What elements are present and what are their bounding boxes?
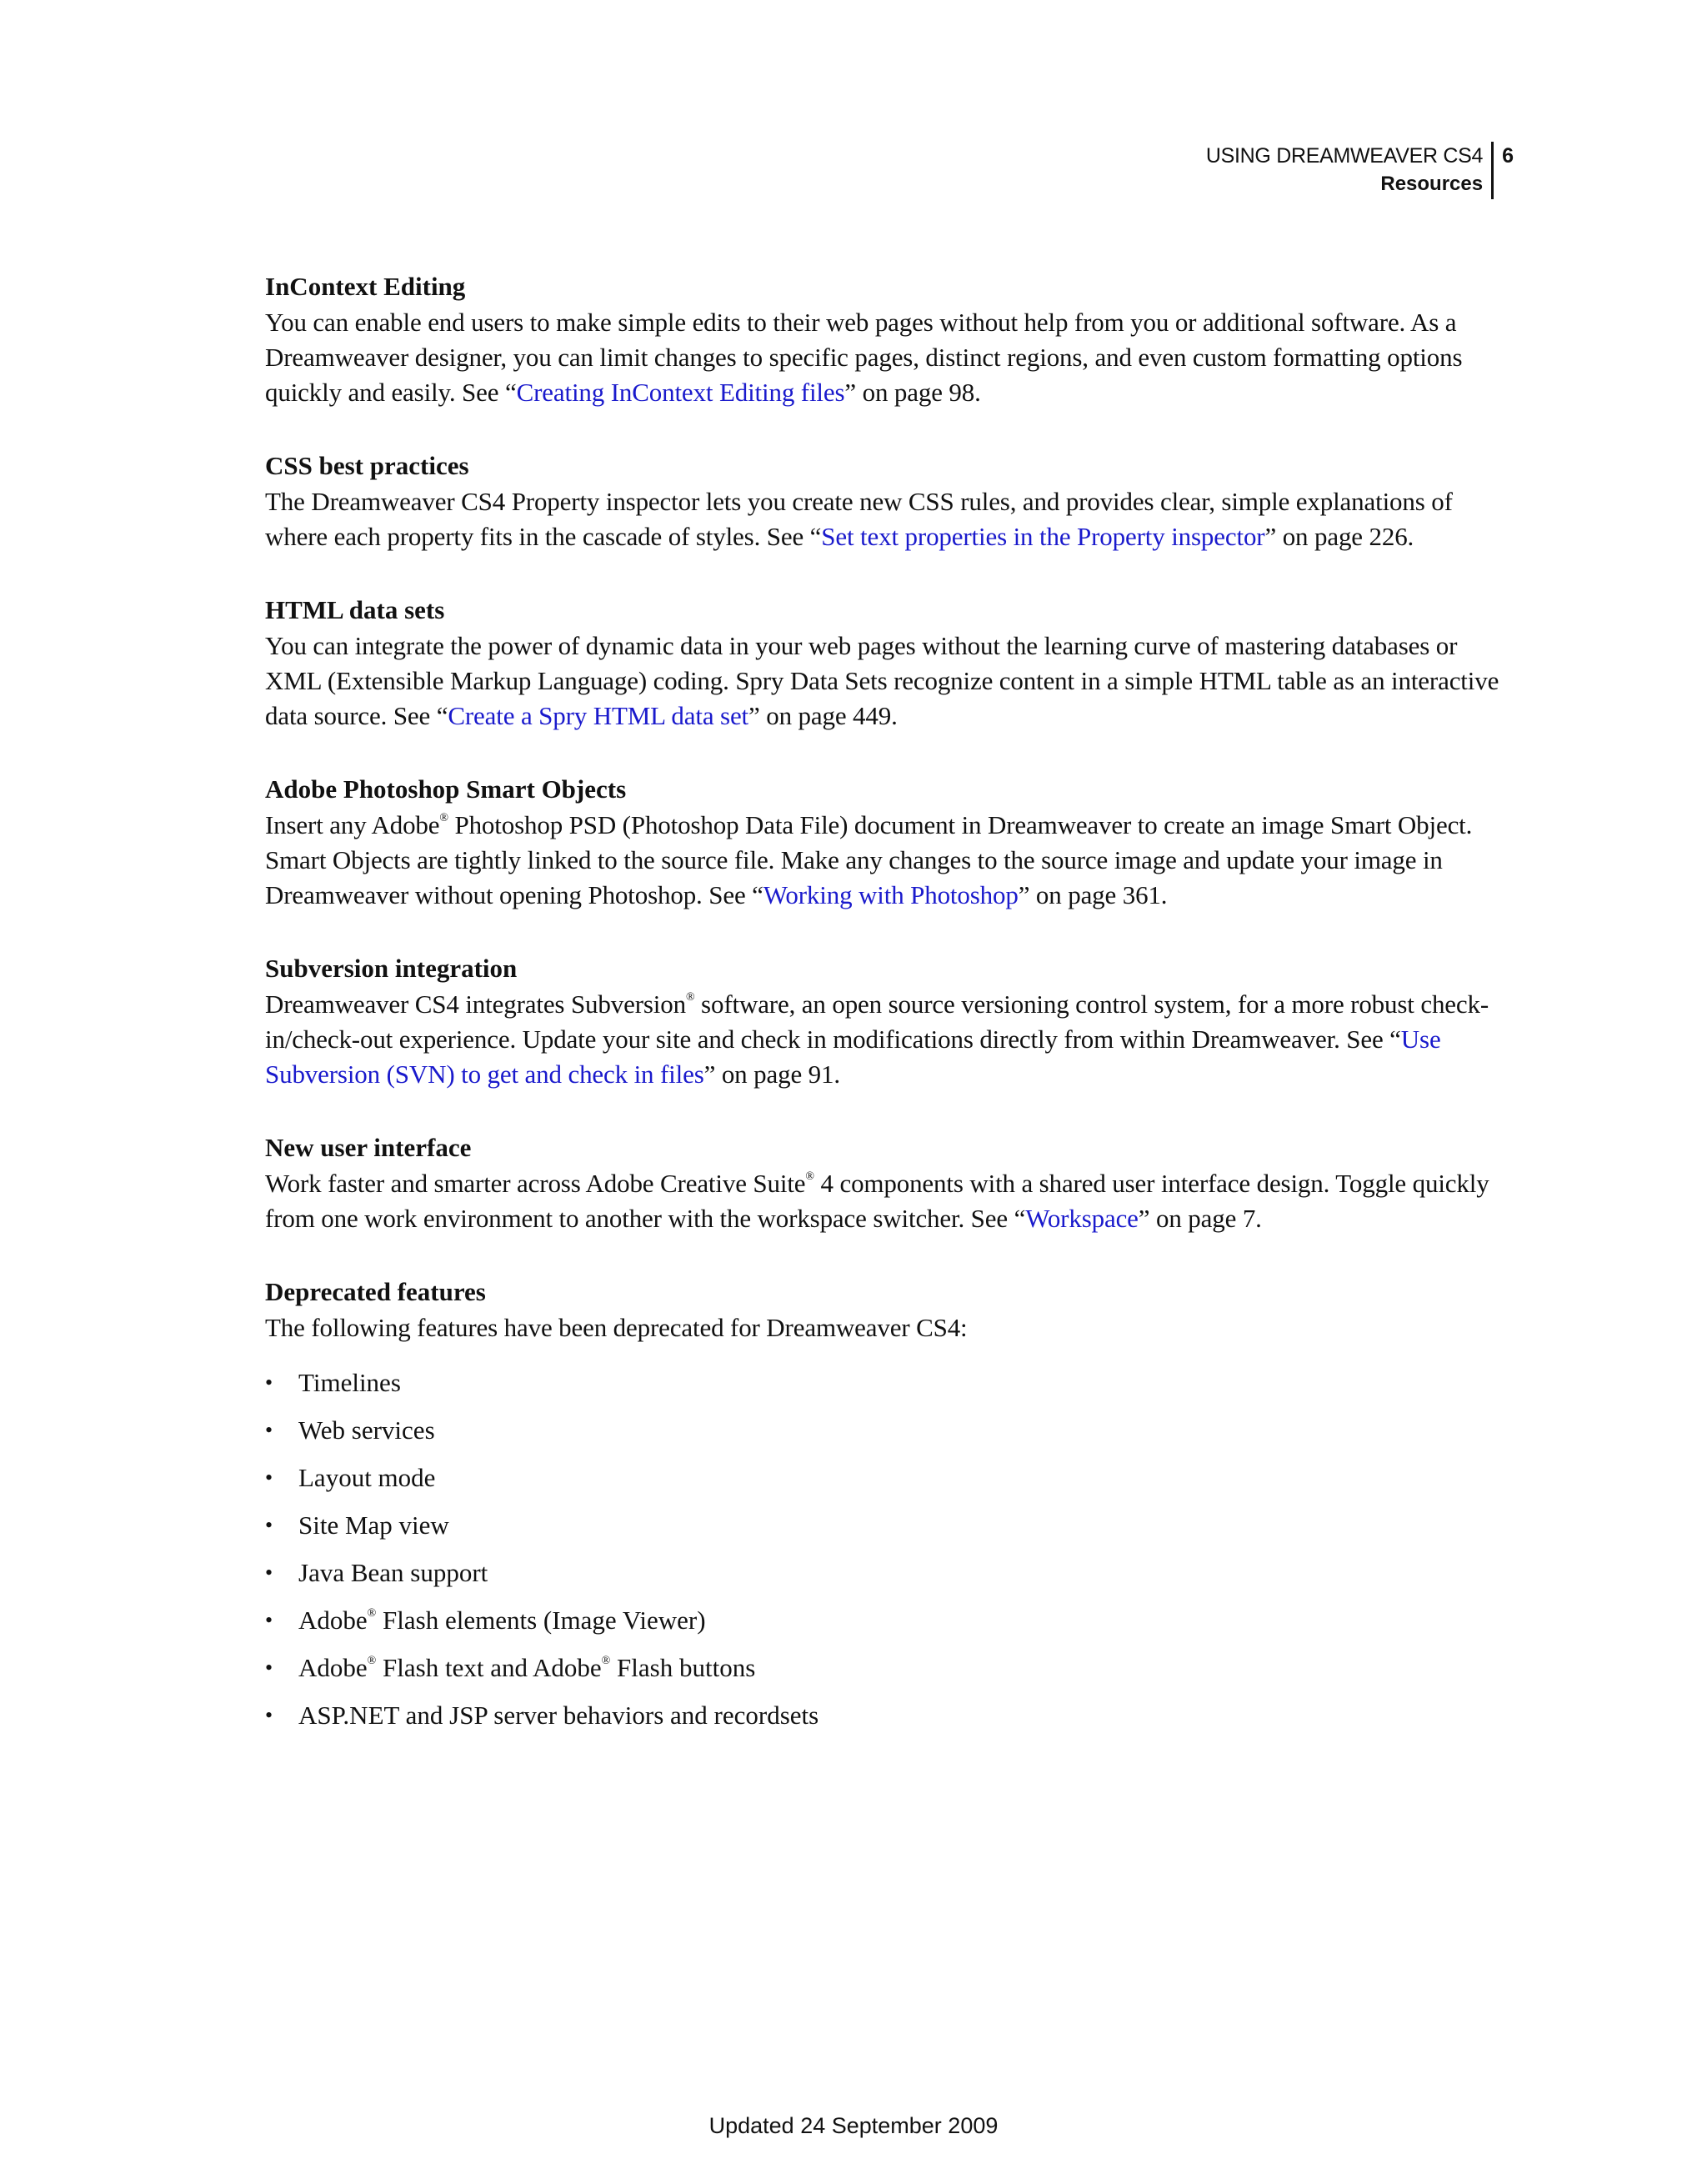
list-item bbox=[265, 1691, 1507, 1739]
section-body bbox=[265, 305, 1507, 410]
cross-reference-link[interactable]: Create a Spry HTML data set bbox=[448, 701, 749, 730]
registered-mark: ® bbox=[439, 812, 448, 824]
book-title: USING DREAMWEAVER CS4 bbox=[1205, 144, 1484, 168]
page-number: 6 bbox=[1502, 144, 1514, 168]
list-item-text: Flash text and Adobe bbox=[383, 1653, 602, 1682]
list-item-text: Web services bbox=[298, 1415, 435, 1445]
section-heading: Subversion integration bbox=[265, 954, 518, 983]
page-reference: ” on page 91. bbox=[703, 1059, 840, 1089]
list-item bbox=[265, 1359, 1507, 1406]
list-item-text: Layout mode bbox=[298, 1463, 436, 1492]
section-heading: Adobe Photoshop Smart Objects bbox=[265, 774, 627, 804]
body-text: Work faster and smarter across Adobe Creative Suite bbox=[265, 1169, 806, 1198]
body-text: Dreamweaver CS4 integrates Subversion bbox=[265, 989, 686, 1019]
page-reference: ” on page 7. bbox=[1138, 1204, 1262, 1233]
section-heading: Deprecated features bbox=[265, 1277, 486, 1306]
list-item-text: Site Map view bbox=[298, 1510, 449, 1540]
bullet: • bbox=[265, 1608, 273, 1632]
cross-reference-link[interactable]: Working with Photoshop bbox=[763, 880, 1019, 909]
registered-mark: ® bbox=[367, 1655, 377, 1667]
list-item bbox=[265, 1501, 1507, 1549]
list-item-text: Adobe bbox=[298, 1653, 368, 1682]
section-heading: HTML data sets bbox=[265, 595, 445, 624]
list-item-text: Java Bean support bbox=[298, 1558, 488, 1587]
body-text: Photoshop PSD (Photoshop Data File) document in Dreamweaver to create an image Smart Object. Smart Objects are tightly linked to the source file. Make any changes to the source image and update your image in Dreamweaver without opening Photoshop. See “ bbox=[265, 810, 1473, 909]
bullet: • bbox=[265, 1656, 273, 1680]
page-footer: Updated 24 September 2009 bbox=[708, 2113, 999, 2138]
bullet: • bbox=[265, 1703, 273, 1727]
list-item bbox=[265, 1644, 1507, 1691]
registered-mark: ® bbox=[367, 1607, 377, 1620]
running-head bbox=[1206, 142, 1514, 199]
bullet: • bbox=[265, 1465, 273, 1490]
section-heading: InContext Editing bbox=[265, 272, 466, 301]
body-text: Insert any Adobe bbox=[265, 810, 440, 839]
list-item-text: Adobe bbox=[298, 1605, 368, 1635]
deprecated-features-list bbox=[265, 1359, 1507, 1739]
section-deprecated-features bbox=[265, 1274, 1507, 1739]
bullet: • bbox=[265, 1418, 273, 1442]
cross-reference-link[interactable]: Workspace bbox=[1025, 1204, 1139, 1233]
section-body bbox=[265, 987, 1507, 1092]
section-title: Resources bbox=[1380, 173, 1484, 195]
body-text: software, an open source versioning control system, for a more robust check-in/check-out experience. Update your site and check in modifications directly from within Dreamweaver. See “ bbox=[265, 989, 1489, 1054]
page-reference: ” on page 449. bbox=[748, 701, 898, 730]
page-content bbox=[265, 268, 1507, 1776]
section-body bbox=[265, 808, 1507, 913]
list-item-text: Flash buttons bbox=[610, 1653, 756, 1682]
body-text: The Dreamweaver CS4 Property inspector lets you create new CSS rules, and provides clear, simple explanations of where each property fits in the cascade of styles. See “ bbox=[265, 487, 1453, 551]
section-heading: CSS best practices bbox=[265, 451, 469, 480]
section-incontext-editing bbox=[265, 268, 1507, 410]
list-item-text: ASP.NET and JSP server behaviors and recordsets bbox=[298, 1701, 819, 1730]
bullet: • bbox=[265, 1513, 273, 1537]
registered-mark: ® bbox=[601, 1655, 611, 1667]
list-item bbox=[265, 1406, 1507, 1454]
section-html-data-sets bbox=[265, 592, 1507, 734]
cross-reference-link[interactable]: Use Subversion (SVN) to get and check in files bbox=[265, 1024, 1441, 1089]
bullet: • bbox=[265, 1560, 273, 1585]
section-body bbox=[265, 484, 1507, 554]
body-text: You can enable end users to make simple edits to their web pages without help from you or additional software. As a Dreamweaver designer, you can limit changes to specific pages, distinct regions, and even custom formatting options quickly and easily. See “ bbox=[265, 308, 1463, 407]
page-reference: ” on page 226. bbox=[1264, 522, 1414, 551]
list-item bbox=[265, 1549, 1507, 1596]
list-item bbox=[265, 1454, 1507, 1501]
section-css-best-practices bbox=[265, 448, 1507, 554]
body-text: You can integrate the power of dynamic data in your web pages without the learning curve of mastering databases or XML (Extensible Markup Language) coding. Spry Data Sets recognize content in a simple HTML table as an interactive data source. See “ bbox=[265, 631, 1499, 730]
section-photoshop-smart-objects bbox=[265, 771, 1507, 913]
registered-mark: ® bbox=[805, 1170, 814, 1183]
registered-mark: ® bbox=[685, 991, 695, 1004]
list-item bbox=[265, 1596, 1507, 1644]
section-intro: The following features have been deprecated for Dreamweaver CS4: bbox=[265, 1313, 968, 1342]
section-new-user-interface bbox=[265, 1130, 1507, 1236]
section-body bbox=[265, 629, 1507, 734]
section-subversion-integration bbox=[265, 950, 1507, 1092]
cross-reference-link[interactable]: Creating InContext Editing files bbox=[516, 378, 845, 407]
page-reference: ” on page 361. bbox=[1018, 880, 1168, 909]
bullet: • bbox=[265, 1370, 273, 1395]
page-reference: ” on page 98. bbox=[844, 378, 981, 407]
running-head-titles bbox=[1206, 142, 1494, 199]
list-item-text: Flash elements (Image Viewer) bbox=[383, 1605, 706, 1635]
cross-reference-link[interactable]: Set text properties in the Property inspector bbox=[821, 522, 1265, 551]
section-heading: New user interface bbox=[265, 1133, 472, 1162]
section-body bbox=[265, 1166, 1507, 1236]
body-text: 4 components with a shared user interface design. Toggle quickly from one work environment to another with the workspace switcher. See “ bbox=[265, 1169, 1489, 1233]
list-item-text: Timelines bbox=[298, 1368, 401, 1397]
